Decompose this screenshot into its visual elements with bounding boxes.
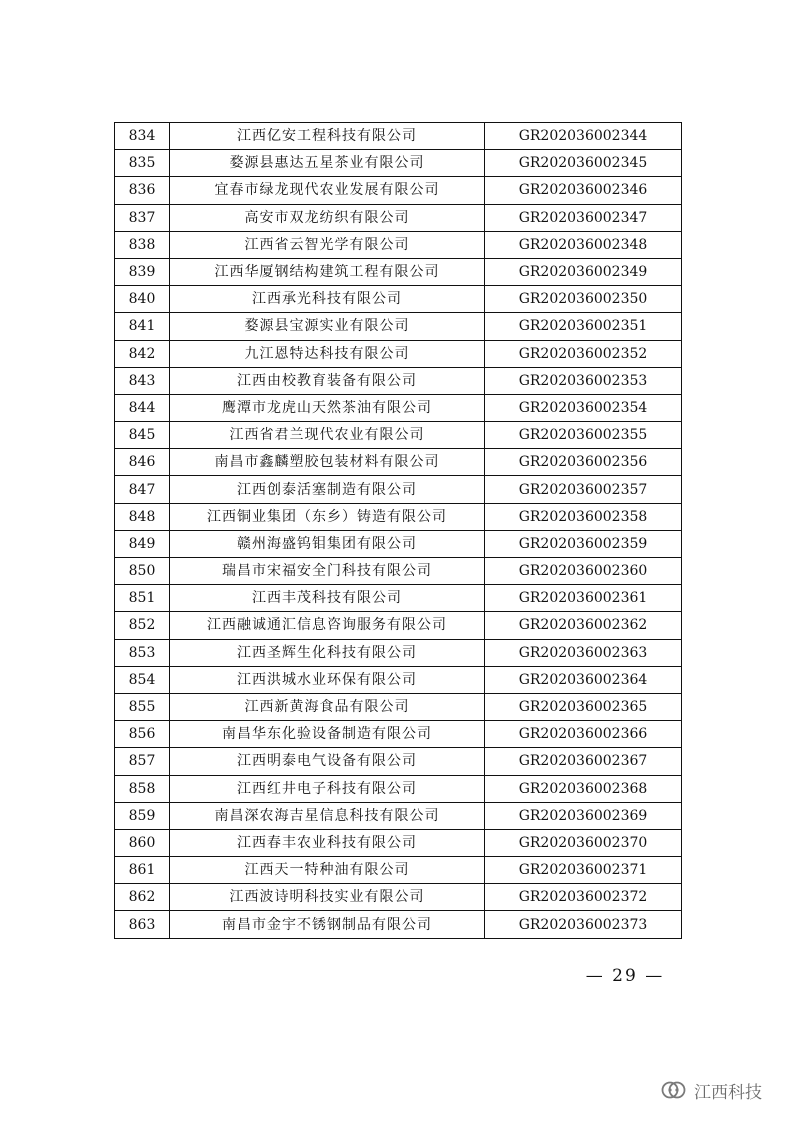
certificate-code: GR202036002364 [485,666,682,693]
table-row [115,476,682,503]
company-name: 江西由校教育装备有限公司 [170,367,485,394]
table-row [115,884,682,911]
table-row [115,394,682,421]
table-row [115,258,682,285]
company-name: 江西明泰电气设备有限公司 [170,748,485,775]
company-name: 江西天一特种油有限公司 [170,857,485,884]
certificate-code: GR202036002351 [485,313,682,340]
certificate-code: GR202036002357 [485,476,682,503]
row-number: 859 [115,802,170,829]
company-name: 江西洪城水业环保有限公司 [170,666,485,693]
table-row [115,422,682,449]
certificate-code: GR202036002348 [485,231,682,258]
row-number: 861 [115,857,170,884]
certificate-code: GR202036002352 [485,340,682,367]
table-row [115,639,682,666]
table-row [115,150,682,177]
table-row [115,204,682,231]
row-number: 842 [115,340,170,367]
table-row [115,123,682,150]
table-row [115,911,682,938]
table-row [115,585,682,612]
certificate-code: GR202036002366 [485,721,682,748]
table-row [115,558,682,585]
certificate-code: GR202036002355 [485,422,682,449]
row-number: 841 [115,313,170,340]
row-number: 844 [115,394,170,421]
page-number: — 29 — [585,966,665,986]
certificate-code: GR202036002365 [485,693,682,720]
certificate-code: GR202036002371 [485,857,682,884]
company-name: 南昌深农海吉星信息科技有限公司 [170,802,485,829]
certificate-code: GR202036002360 [485,558,682,585]
company-table [114,122,682,939]
certificate-code: GR202036002359 [485,530,682,557]
table-row [115,748,682,775]
table-row [115,829,682,856]
company-name: 江西融诚通汇信息咨询服务有限公司 [170,612,485,639]
company-name: 江西波诗明科技实业有限公司 [170,884,485,911]
table-row [115,367,682,394]
certificate-code: GR202036002363 [485,639,682,666]
table-row [115,503,682,530]
certificate-code: GR202036002356 [485,449,682,476]
table-row [115,313,682,340]
company-name: 江西承光科技有限公司 [170,286,485,313]
certificate-code: GR202036002347 [485,204,682,231]
table-row [115,340,682,367]
certificate-code: GR202036002370 [485,829,682,856]
certificate-code: GR202036002345 [485,150,682,177]
table-row [115,857,682,884]
company-name: 江西创泰活塞制造有限公司 [170,476,485,503]
certificate-code: GR202036002354 [485,394,682,421]
row-number: 839 [115,258,170,285]
table-row [115,666,682,693]
company-name: 江西亿安工程科技有限公司 [170,123,485,150]
row-number: 840 [115,286,170,313]
row-number: 857 [115,748,170,775]
row-number: 852 [115,612,170,639]
company-name: 鹰潭市龙虎山天然茶油有限公司 [170,394,485,421]
certificate-code: GR202036002353 [485,367,682,394]
row-number: 855 [115,693,170,720]
company-name: 江西省云智光学有限公司 [170,231,485,258]
table-row [115,775,682,802]
company-name: 南昌市鑫麟塑胶包装材料有限公司 [170,449,485,476]
row-number: 853 [115,639,170,666]
certificate-code: GR202036002369 [485,802,682,829]
row-number: 847 [115,476,170,503]
row-number: 846 [115,449,170,476]
company-name: 江西丰茂科技有限公司 [170,585,485,612]
row-number: 851 [115,585,170,612]
company-name: 赣州海盛钨钼集团有限公司 [170,530,485,557]
row-number: 836 [115,177,170,204]
certificate-code: GR202036002361 [485,585,682,612]
company-name: 九江恩特达科技有限公司 [170,340,485,367]
row-number: 838 [115,231,170,258]
table-row [115,693,682,720]
wechat-official-account-icon [660,1079,688,1101]
company-name: 宜春市绿龙现代农业发展有限公司 [170,177,485,204]
row-number: 858 [115,775,170,802]
certificate-code: GR202036002350 [485,286,682,313]
table-row [115,802,682,829]
table-row [115,177,682,204]
certificate-code: GR202036002372 [485,884,682,911]
row-number: 845 [115,422,170,449]
row-number: 849 [115,530,170,557]
row-number: 863 [115,911,170,938]
table-row [115,721,682,748]
row-number: 856 [115,721,170,748]
certificate-code: GR202036002344 [485,123,682,150]
certificate-code: GR202036002367 [485,748,682,775]
table-row [115,286,682,313]
certificate-code: GR202036002373 [485,911,682,938]
row-number: 848 [115,503,170,530]
table-row [115,449,682,476]
company-name: 江西新黄海食品有限公司 [170,693,485,720]
row-number: 834 [115,123,170,150]
certificate-code: GR202036002349 [485,258,682,285]
company-name: 高安市双龙纺织有限公司 [170,204,485,231]
company-name: 瑞昌市宋福安全门科技有限公司 [170,558,485,585]
table-row [115,231,682,258]
certificate-code: GR202036002362 [485,612,682,639]
company-name: 江西红井电子科技有限公司 [170,775,485,802]
watermark-text: 江西科技 [694,1082,762,1103]
certificate-code: GR202036002368 [485,775,682,802]
watermark [660,1075,762,1105]
company-name: 南昌市金宇不锈钢制品有限公司 [170,911,485,938]
certificate-code: GR202036002346 [485,177,682,204]
table-row [115,612,682,639]
row-number: 835 [115,150,170,177]
certificate-code: GR202036002358 [485,503,682,530]
row-number: 860 [115,829,170,856]
company-name: 婺源县宝源实业有限公司 [170,313,485,340]
company-name: 江西华厦钢结构建筑工程有限公司 [170,258,485,285]
company-name: 江西省君兰现代农业有限公司 [170,422,485,449]
row-number: 850 [115,558,170,585]
company-name: 江西春丰农业科技有限公司 [170,829,485,856]
row-number: 862 [115,884,170,911]
row-number: 837 [115,204,170,231]
row-number: 843 [115,367,170,394]
table-row [115,530,682,557]
company-name: 南昌华东化验设备制造有限公司 [170,721,485,748]
company-name: 江西铜业集团（东乡）铸造有限公司 [170,503,485,530]
company-name: 婺源县惠达五星茶业有限公司 [170,150,485,177]
company-name: 江西圣辉生化科技有限公司 [170,639,485,666]
row-number: 854 [115,666,170,693]
